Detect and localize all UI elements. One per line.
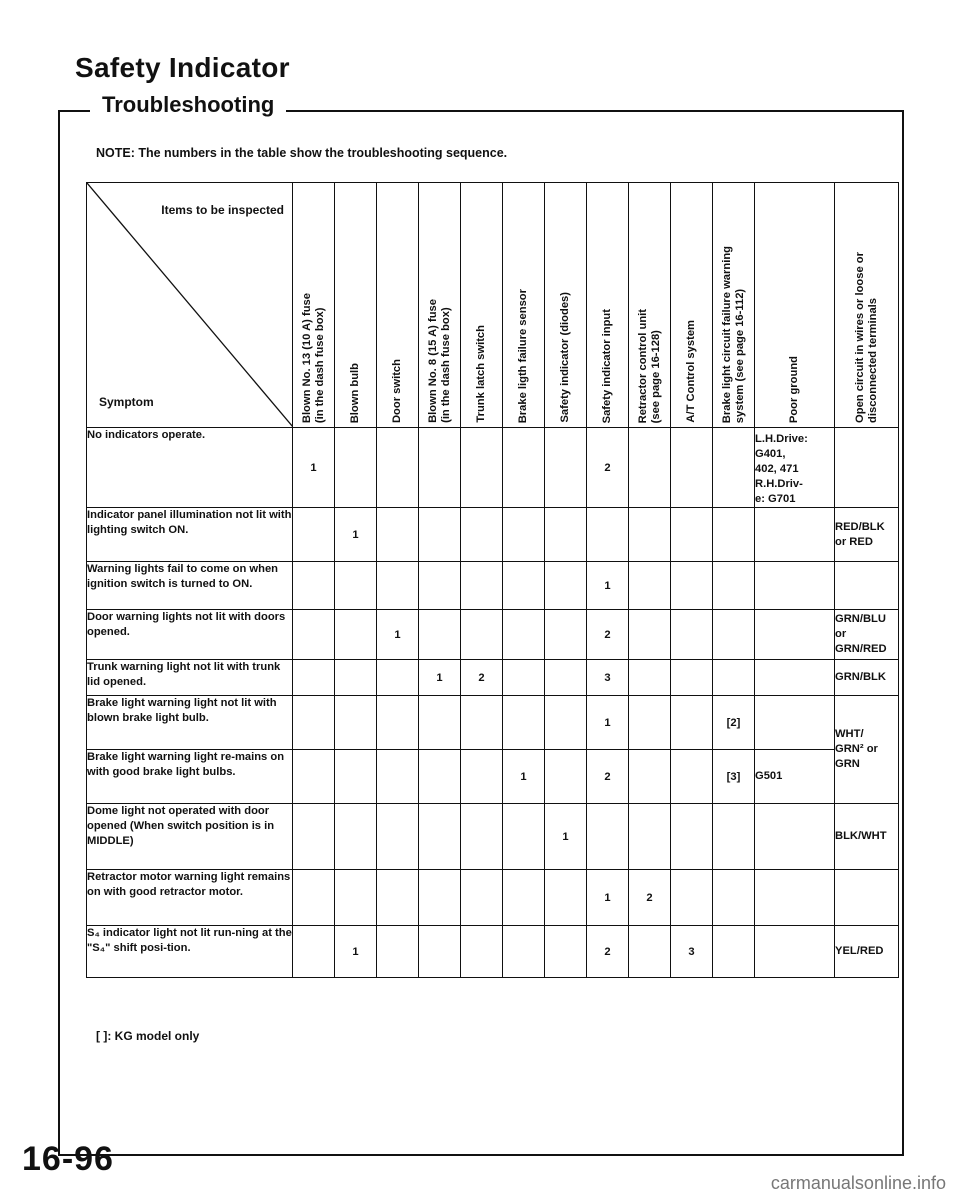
column-header-wrap [293, 187, 334, 427]
table-cell [755, 926, 835, 978]
column-header [377, 183, 419, 428]
table-cell: 3 [671, 926, 713, 978]
column-header [335, 183, 377, 428]
table-cell [713, 660, 755, 696]
table-cell: 2 [461, 660, 503, 696]
table-cell: 1 [503, 750, 545, 804]
column-header-label: A/T Control system [685, 320, 697, 423]
table-cell [755, 610, 835, 660]
table-cell [419, 870, 461, 926]
table-cell [293, 610, 335, 660]
table-header-row [87, 183, 899, 428]
table-row [87, 660, 899, 696]
column-header [545, 183, 587, 428]
table-cell [293, 870, 335, 926]
watermark: carmanualsonline.info [770, 1173, 946, 1193]
table-cell [587, 804, 629, 870]
column-header-label: Poor ground [788, 355, 800, 423]
section-heading [90, 92, 286, 118]
table-cell [629, 428, 671, 508]
table-cell: GRN/BLK [835, 660, 899, 696]
table-row [87, 428, 899, 508]
table-row [87, 696, 899, 750]
table-cell [293, 804, 335, 870]
table-cell [461, 508, 503, 562]
table-cell [419, 428, 461, 508]
table-cell [503, 804, 545, 870]
table-cell [755, 508, 835, 562]
table-row [87, 750, 899, 804]
footnote: [ ]: KG model only [96, 1029, 200, 1043]
table-cell [461, 804, 503, 870]
symptom-cell: Door warning lights not lit with doors opened. [87, 610, 293, 660]
column-header-wrap [335, 187, 376, 427]
table-cell [755, 696, 835, 750]
column-header-wrap [419, 187, 460, 427]
table-row [87, 804, 899, 870]
table-cell [335, 660, 377, 696]
column-header-wrap [545, 187, 586, 427]
table-cell [629, 610, 671, 660]
table-cell: 1 [377, 610, 419, 660]
table-cell [755, 870, 835, 926]
table-cell [377, 508, 419, 562]
table-row [87, 870, 899, 926]
table-cell: 1 [419, 660, 461, 696]
table-cell: L.H.Drive: G401, 402, 471 R.H.Driv- e: G701 [755, 428, 835, 508]
table-cell [377, 660, 419, 696]
table-cell [713, 926, 755, 978]
table-cell [629, 660, 671, 696]
column-header-label: Blown bulb [349, 362, 361, 423]
table-cell: 2 [587, 610, 629, 660]
table-cell [335, 428, 377, 508]
table-cell: YEL/RED [835, 926, 899, 978]
column-header-label: Door switch [391, 358, 403, 423]
table-cell [293, 926, 335, 978]
table-cell: 2 [587, 926, 629, 978]
column-header [293, 183, 335, 428]
table-cell [671, 610, 713, 660]
table-cell [461, 926, 503, 978]
table-cell [755, 562, 835, 610]
table-cell: [3] [713, 750, 755, 804]
table-cell [629, 562, 671, 610]
table-cell [545, 508, 587, 562]
table-cell: 1 [335, 508, 377, 562]
column-header-wrap [461, 187, 502, 427]
page-title: Safety Indicator [75, 52, 290, 83]
table-cell [461, 870, 503, 926]
symptom-cell: Brake light warning light not lit with blown brake light bulb. [87, 696, 293, 750]
table-cell [835, 428, 899, 508]
table-cell [377, 804, 419, 870]
table-cell [671, 562, 713, 610]
table-body [87, 428, 899, 978]
table-cell [461, 610, 503, 660]
table-cell [545, 696, 587, 750]
table-cell [293, 562, 335, 610]
column-header-wrap [671, 187, 712, 427]
symptom-cell: Trunk warning light not lit with trunk lid opened. [87, 660, 293, 696]
section-title: Troubleshooting [102, 92, 275, 117]
table-cell [419, 696, 461, 750]
table-cell [545, 428, 587, 508]
table-cell [671, 508, 713, 562]
table-cell [461, 428, 503, 508]
table-cell [293, 660, 335, 696]
table-cell: 3 [587, 660, 629, 696]
table-cell: 2 [629, 870, 671, 926]
table-cell [377, 696, 419, 750]
table-cell [713, 508, 755, 562]
table-cell [335, 696, 377, 750]
table-cell [335, 610, 377, 660]
table-cell: [2] [713, 696, 755, 750]
table-cell: 2 [587, 750, 629, 804]
table-row [87, 508, 899, 562]
table-cell [503, 508, 545, 562]
symptom-cell: Warning lights fail to come on when ignition switch is turned to ON. [87, 562, 293, 610]
table-cell: WHT/ GRN² or GRN [835, 696, 899, 804]
table-cell: G501 [755, 750, 835, 804]
table-cell [545, 660, 587, 696]
column-header-wrap [587, 187, 628, 427]
column-header-wrap [713, 187, 754, 427]
table-cell [713, 428, 755, 508]
column-header [503, 183, 545, 428]
table-cell [671, 428, 713, 508]
column-header-wrap [503, 187, 544, 427]
column-header-wrap [629, 187, 670, 427]
symptom-cell: No indicators operate. [87, 428, 293, 508]
table-cell [293, 696, 335, 750]
table-cell [835, 562, 899, 610]
table-cell [545, 870, 587, 926]
column-header-label: Blown No. 13 (10 A) fuse (in the dash fuse box) [300, 292, 326, 423]
table-row [87, 926, 899, 978]
table-cell: 1 [587, 696, 629, 750]
table-cell [503, 428, 545, 508]
table-cell [755, 804, 835, 870]
corner-symptom-label: Symptom [99, 395, 154, 409]
table-cell [629, 804, 671, 870]
column-header-label: Brake light circuit failure warning system (see page 16-112) [720, 245, 746, 423]
table-cell: 1 [335, 926, 377, 978]
table-cell [335, 750, 377, 804]
column-header-label: Brake ligth failure sensor [517, 288, 529, 423]
table-cell [835, 870, 899, 926]
table-cell [377, 562, 419, 610]
table-cell [629, 750, 671, 804]
table-note: NOTE: The numbers in the table show the troubleshooting sequence. [96, 146, 508, 160]
table-cell [461, 750, 503, 804]
table-cell [419, 508, 461, 562]
column-header-wrap [755, 187, 834, 427]
table-cell [671, 750, 713, 804]
column-header [629, 183, 671, 428]
column-header [671, 183, 713, 428]
table-cell [503, 870, 545, 926]
table-cell: 1 [293, 428, 335, 508]
symptom-cell: Brake light warning light re-mains on with good brake light bulbs. [87, 750, 293, 804]
table-cell [671, 660, 713, 696]
symptom-cell: S₄ indicator light not lit run-ning at the "S₄" shift posi-tion. [87, 926, 293, 978]
table-row [87, 610, 899, 660]
table-cell: GRN/BLU or GRN/RED [835, 610, 899, 660]
table-cell [713, 610, 755, 660]
troubleshooting-table [86, 182, 899, 978]
table-cell [629, 508, 671, 562]
table-cell: 1 [545, 804, 587, 870]
table-cell [461, 696, 503, 750]
column-header [419, 183, 461, 428]
column-header [713, 183, 755, 428]
corner-items-label: Items to be inspected [161, 203, 284, 217]
table-cell [545, 610, 587, 660]
table-cell [419, 750, 461, 804]
table-cell [545, 750, 587, 804]
table-cell [335, 870, 377, 926]
column-header-label: Open circuit in wires or loose or disconnected terminals [853, 252, 879, 423]
symptom-cell: Indicator panel illumination not lit with lighting switch ON. [87, 508, 293, 562]
table-cell [503, 926, 545, 978]
table-cell [671, 696, 713, 750]
table-cell [755, 660, 835, 696]
table-cell [293, 508, 335, 562]
page-number: 16-96 [22, 1140, 114, 1178]
table-cell [629, 696, 671, 750]
table-cell [419, 804, 461, 870]
corner-header-cell [87, 183, 293, 428]
column-header [461, 183, 503, 428]
table-cell [419, 562, 461, 610]
table-cell [503, 562, 545, 610]
table-cell [503, 660, 545, 696]
table-cell [671, 870, 713, 926]
table-cell [461, 562, 503, 610]
table-cell [293, 750, 335, 804]
symptom-cell: Dome light not operated with door opened (When switch position is in MIDDLE) [87, 804, 293, 870]
column-header-label: Retractor control unit (see page 16-128) [636, 308, 662, 423]
table-cell [503, 610, 545, 660]
table-cell: 2 [587, 428, 629, 508]
table-cell: BLK/WHT [835, 804, 899, 870]
column-header-wrap [377, 187, 418, 427]
table-cell [377, 926, 419, 978]
table-cell [335, 562, 377, 610]
column-header-label: Safety indicator (diodes) [559, 292, 571, 423]
column-header-label: Safety indicator input [601, 308, 613, 423]
table-cell [713, 804, 755, 870]
column-header-wrap [835, 187, 898, 427]
table-cell [377, 870, 419, 926]
column-header [755, 183, 835, 428]
table-cell [587, 508, 629, 562]
column-header [835, 183, 899, 428]
column-header-label: Trunk latch switch [475, 325, 487, 423]
table-cell [503, 696, 545, 750]
table-cell: 1 [587, 870, 629, 926]
diagonal-divider [87, 183, 293, 427]
table-cell [545, 562, 587, 610]
table-cell [545, 926, 587, 978]
column-header [587, 183, 629, 428]
table-row [87, 562, 899, 610]
table-cell [377, 750, 419, 804]
column-header-label: Blown No. 8 (15 A) fuse (in the dash fuse box) [426, 299, 452, 423]
table-cell [419, 610, 461, 660]
table-cell [419, 926, 461, 978]
table-cell [671, 804, 713, 870]
table-cell [713, 870, 755, 926]
table-cell [377, 428, 419, 508]
table-cell [629, 926, 671, 978]
symptom-cell: Retractor motor warning light remains on with good retractor motor. [87, 870, 293, 926]
table-cell [335, 804, 377, 870]
table-cell [713, 562, 755, 610]
table-cell: RED/BLK or RED [835, 508, 899, 562]
table-cell: 1 [587, 562, 629, 610]
